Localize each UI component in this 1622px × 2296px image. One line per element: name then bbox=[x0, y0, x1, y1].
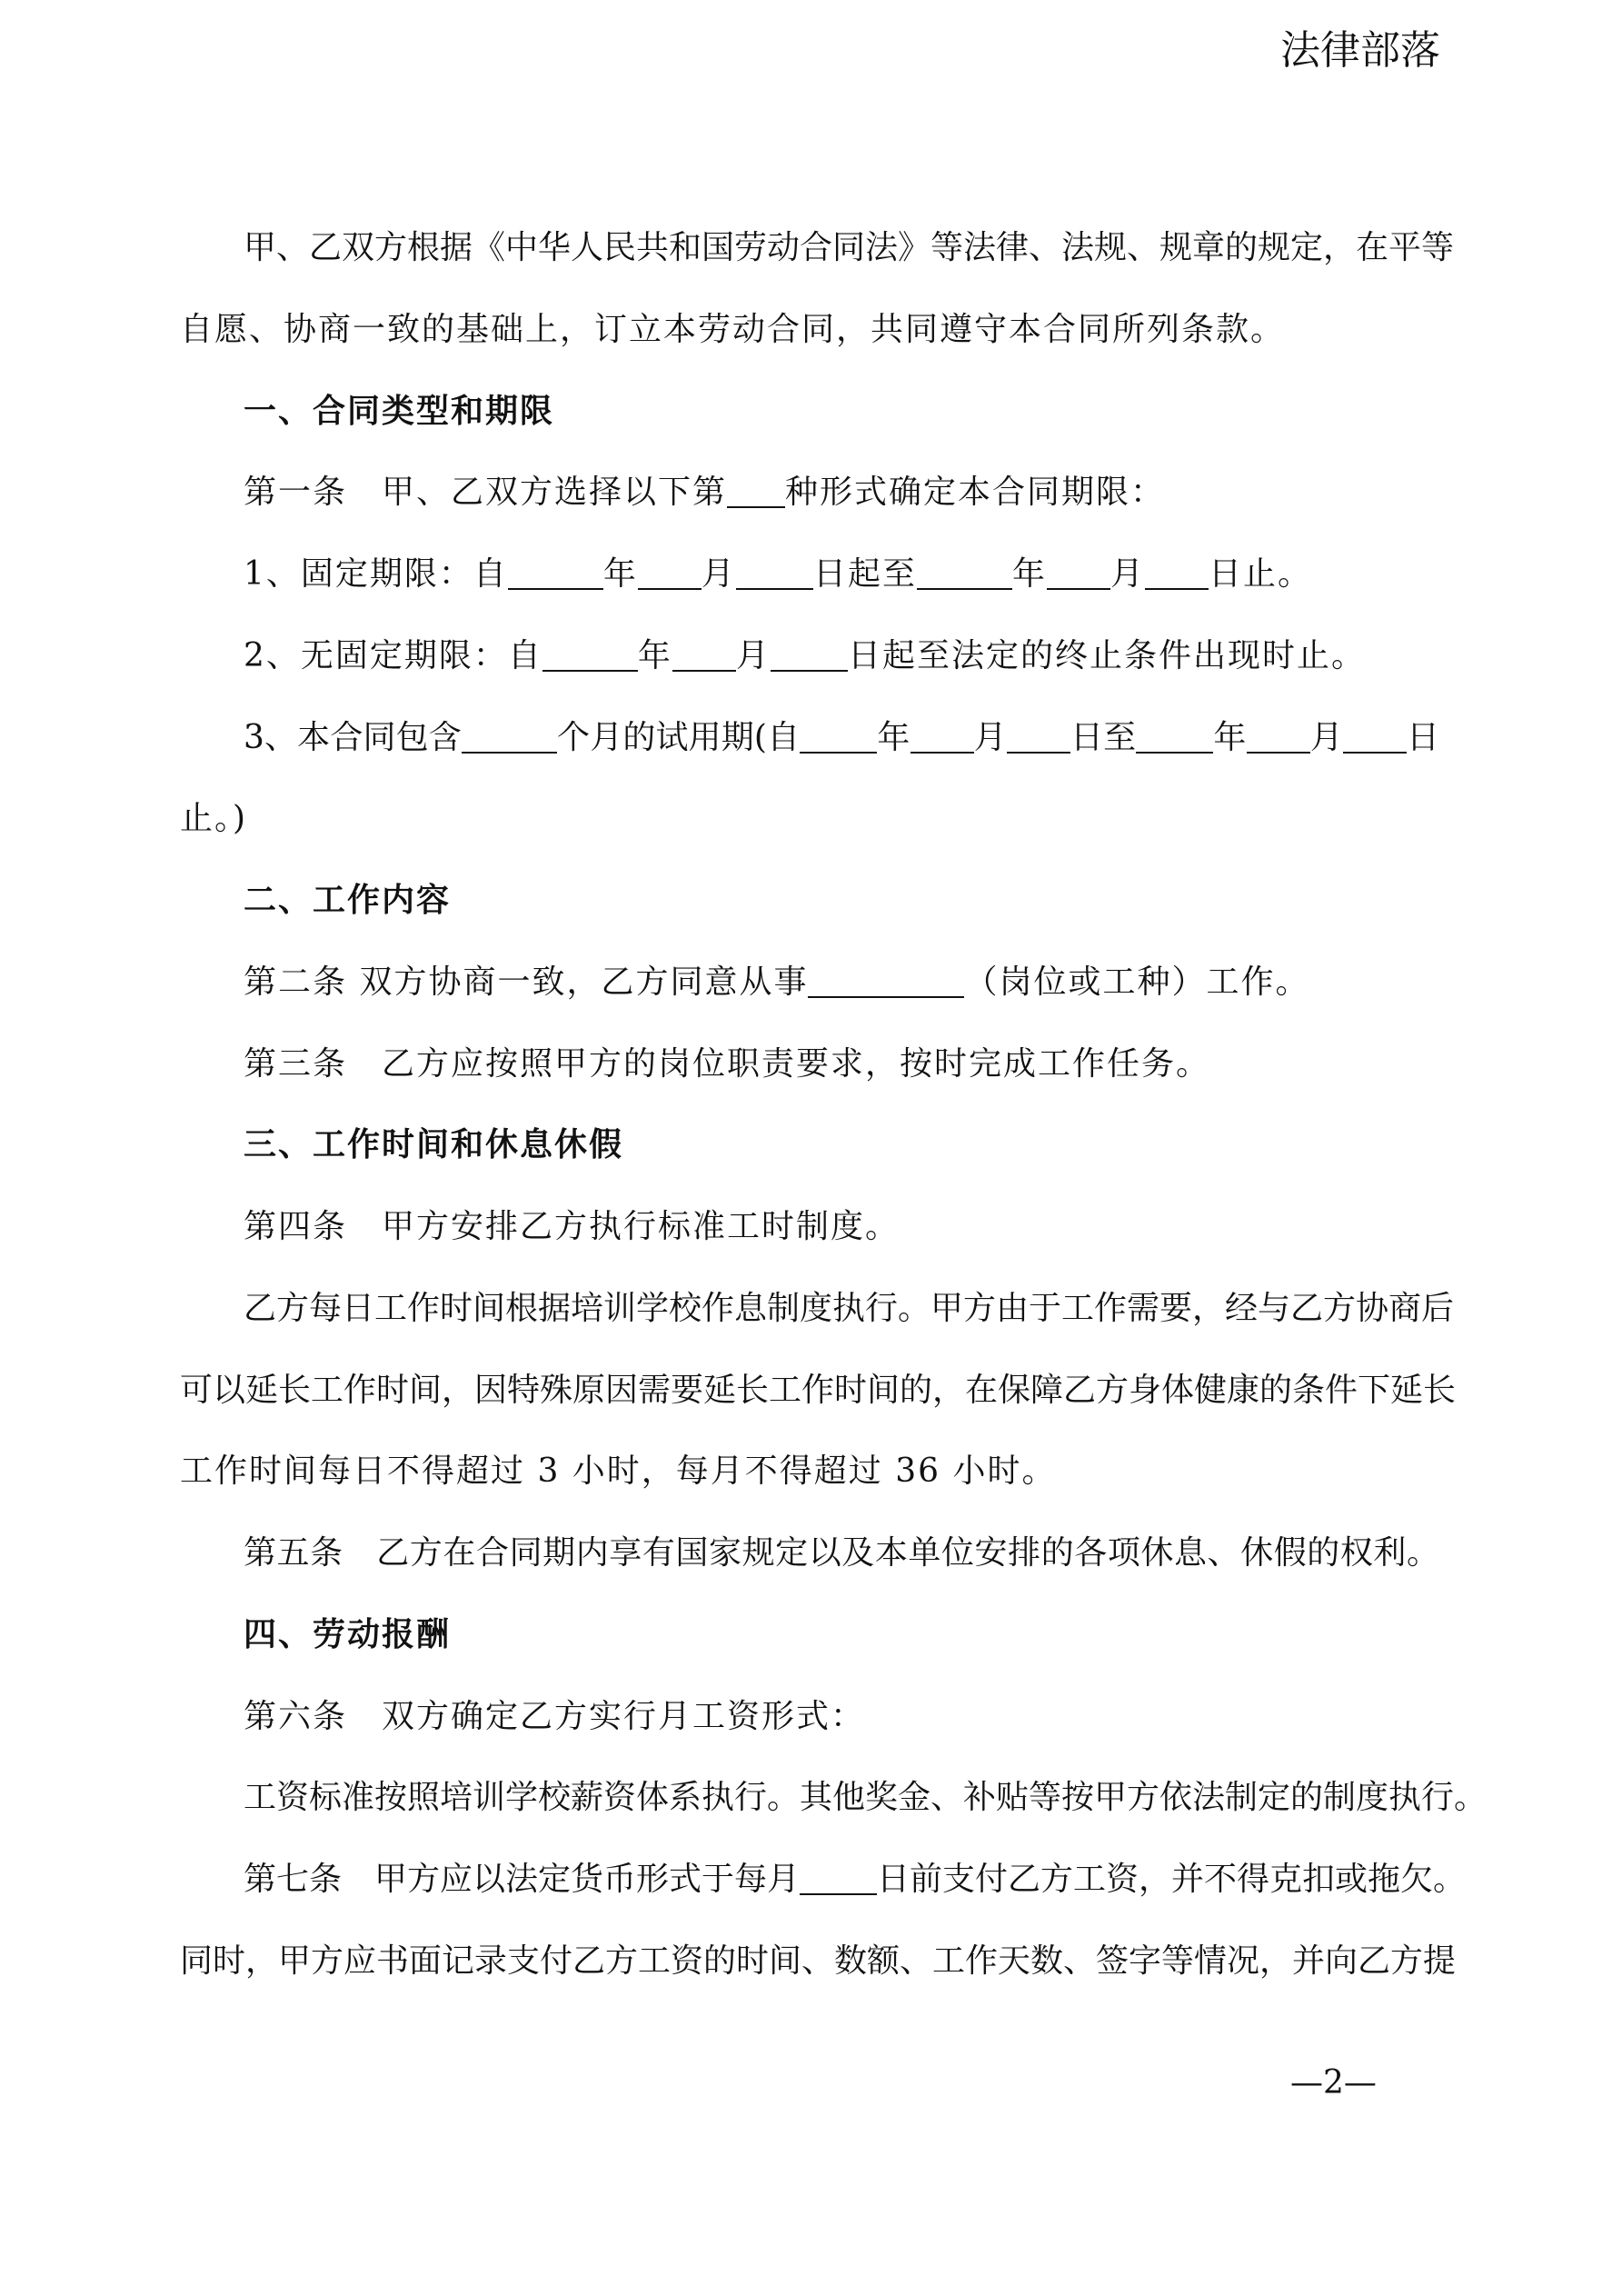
blank-field[interactable] bbox=[1007, 715, 1070, 754]
blank-field[interactable] bbox=[808, 960, 964, 998]
blank-field[interactable] bbox=[672, 634, 736, 672]
blank-field[interactable] bbox=[1136, 715, 1213, 754]
blank-field[interactable] bbox=[771, 634, 848, 672]
section-heading-3: 三、工作时间和休息休假 bbox=[244, 1126, 624, 1164]
text: 年 bbox=[602, 555, 638, 593]
article-7-cont: 同时，甲方应书面记录支付乙方工资的时间、数额、工作天数、签字等情况，并向乙方提 bbox=[180, 1942, 1457, 1980]
text: 第二条 双方协商一致，乙方同意从事 bbox=[244, 963, 809, 1001]
term-probation bbox=[244, 713, 1439, 764]
header-brand: 法律部落 bbox=[1280, 27, 1440, 74]
salary-standard: 工资标准按照培训学校薪资体系执行。其他奖金、补贴等按甲方依法制定的制度执行。 bbox=[244, 1779, 1488, 1817]
blank-field[interactable] bbox=[736, 552, 813, 590]
blank-field[interactable] bbox=[800, 715, 877, 754]
blank-field[interactable] bbox=[1343, 715, 1407, 754]
blank-field[interactable] bbox=[1145, 552, 1209, 590]
text: 年 bbox=[1213, 718, 1247, 756]
text: 第一条 甲、乙双方选择以下第 bbox=[244, 474, 728, 512]
term-fixed bbox=[244, 549, 1439, 600]
article-3: 第三条 乙方应按照甲方的岗位职责要求，按时完成工作任务。 bbox=[244, 1044, 1211, 1083]
text: 日起至法定的终止条件出现时止。 bbox=[847, 636, 1366, 674]
blank-field[interactable] bbox=[462, 715, 557, 754]
blank-field[interactable] bbox=[1047, 552, 1110, 590]
article-5: 第五条 乙方在合同期内享有国家规定以及本单位安排的各项休息、休假的权利。 bbox=[244, 1534, 1439, 1572]
blank-field[interactable] bbox=[911, 715, 974, 754]
article-2 bbox=[244, 957, 1439, 1008]
text: 月 bbox=[973, 718, 1007, 756]
term-open bbox=[244, 631, 1439, 682]
article-4: 第四条 甲方安排乙方执行标准工时制度。 bbox=[244, 1208, 901, 1245]
worktime-line-1: 乙方每日工作时间根据培训学校作息制度执行。甲方由于工作需要，经与乙方协商后 bbox=[244, 1289, 1455, 1327]
article-6: 第六条 双方确定乙方实行月工资形式： bbox=[244, 1697, 866, 1735]
article-1 bbox=[244, 467, 1439, 518]
text: 月 bbox=[735, 636, 771, 674]
blank-field[interactable] bbox=[800, 1857, 877, 1895]
blank-field[interactable] bbox=[638, 552, 702, 590]
blank-field[interactable] bbox=[508, 552, 603, 590]
text: 日至 bbox=[1070, 718, 1137, 756]
text: 年 bbox=[877, 718, 911, 756]
text: 日起至 bbox=[812, 555, 917, 593]
text: 日前支付乙方工资，并不得克扣或拖欠。 bbox=[877, 1861, 1467, 1898]
text: 个月的试用期(自 bbox=[556, 718, 801, 756]
text: 日止。 bbox=[1208, 555, 1312, 593]
section-heading-2: 二、工作内容 bbox=[244, 882, 452, 919]
text: 月 bbox=[1110, 555, 1145, 593]
article-7 bbox=[244, 1854, 1467, 1905]
worktime-line-2: 可以延长工作时间，因特殊原因需要延长工作时间的，在保障乙方身体健康的条件下延长 bbox=[180, 1371, 1457, 1409]
text: 月 bbox=[1309, 718, 1343, 756]
page-number: —2— bbox=[1290, 2064, 1377, 2101]
text: 1、固定期限：自 bbox=[244, 555, 508, 593]
intro-line-2: 自愿、协商一致的基础上，订立本劳动合同，共同遵守本合同所列条款。 bbox=[180, 310, 1286, 348]
blank-field[interactable] bbox=[542, 634, 638, 672]
intro-line-1: 甲、乙双方根据《中华人民共和国劳动合同法》等法律、法规、规章的规定，在平等 bbox=[244, 229, 1455, 266]
blank-field[interactable] bbox=[917, 552, 1012, 590]
text: 3、本合同包含 bbox=[244, 718, 462, 756]
text: 种形式确定本合同期限： bbox=[785, 474, 1166, 512]
text: 2、无固定期限：自 bbox=[244, 636, 542, 674]
text: 月 bbox=[701, 555, 736, 593]
text: （岗位或工种）工作。 bbox=[964, 963, 1310, 1001]
text: 年 bbox=[1011, 555, 1047, 593]
blank-field[interactable] bbox=[727, 470, 785, 508]
term-probation-end: 止。) bbox=[180, 800, 248, 838]
text: 日 bbox=[1406, 718, 1440, 756]
section-heading-4: 四、劳动报酬 bbox=[244, 1615, 452, 1653]
worktime-line-3: 工作时间每日不得超过 3 小时，每月不得超过 36 小时。 bbox=[180, 1452, 1057, 1491]
section-heading-1: 一、合同类型和期限 bbox=[244, 392, 555, 430]
text: 年 bbox=[637, 636, 672, 674]
blank-field[interactable] bbox=[1247, 715, 1310, 754]
text: 第七条 甲方应以法定货币形式于每月 bbox=[244, 1861, 801, 1898]
